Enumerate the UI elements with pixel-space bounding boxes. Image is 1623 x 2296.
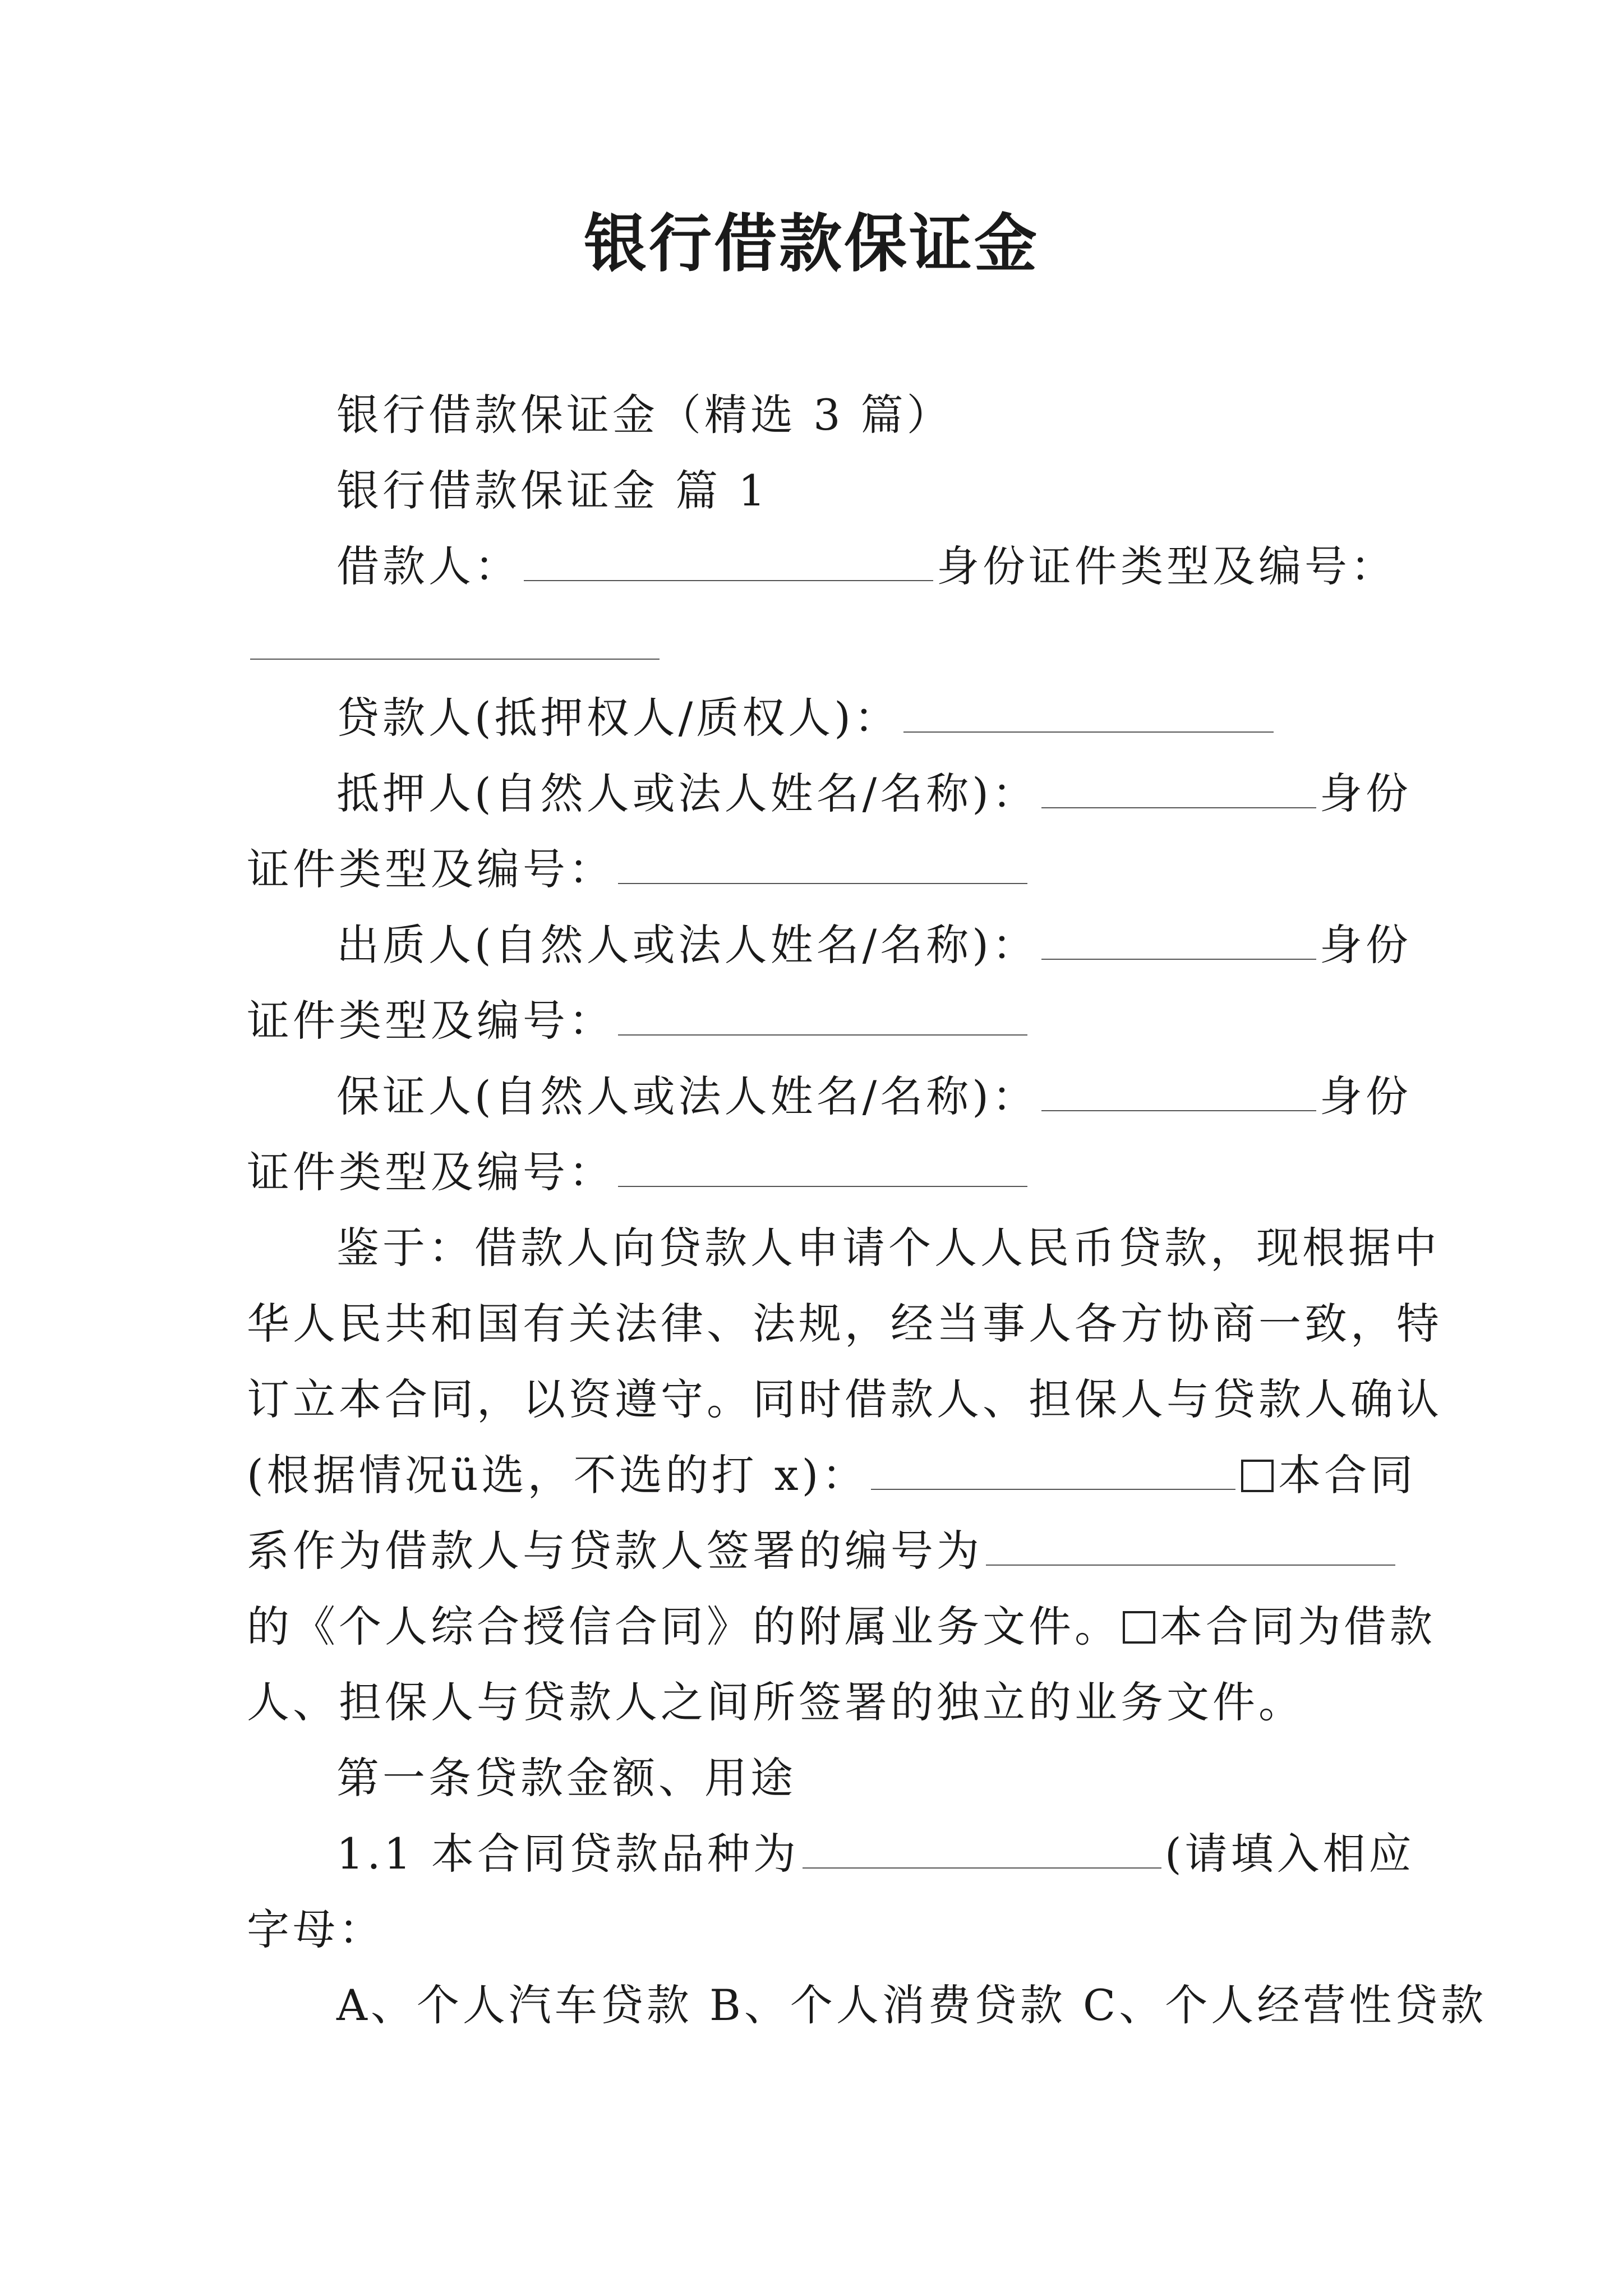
borrower-id-label: 身份证件类型及编号： [937, 541, 1396, 591]
pledgor-id-label-start: 身份 [1319, 920, 1412, 970]
attached-contract-text: 本合同 [1278, 1450, 1417, 1500]
recital-line-1: 鉴于：借款人向贷款人申请个人人民币贷款，现根据中 [336, 1223, 1440, 1273]
credit-contract-text: 的《个人综合授信合同》的附属业务文件。 [247, 1602, 1121, 1651]
pledgor-id-blank[interactable] [618, 1001, 1027, 1036]
mortgagor-id-label-start: 身份 [1319, 769, 1412, 818]
recital-line-5 [247, 1523, 1399, 1579]
mortgagor-line [336, 766, 1412, 822]
guarantor-id-label-start: 身份 [1319, 1071, 1412, 1121]
guarantor-label: 保证人(自然人或法人姓名/名称)： [336, 1071, 1038, 1121]
guarantor-id-line [247, 1144, 1031, 1200]
borrower-name-blank[interactable] [524, 546, 933, 581]
lender-line [336, 690, 1277, 746]
article-1-heading: 第一条贷款金额、用途 [336, 1753, 796, 1803]
loan-type-label: 1.1 本合同贷款品种为 [336, 1829, 800, 1879]
borrower-label: 借款人： [336, 541, 520, 591]
contract-number-label: 系作为借款人与贷款人签署的编号为 [247, 1526, 983, 1576]
section-heading [336, 463, 769, 519]
recital-line-3: 订立本合同，以资遵守。同时借款人、担保人与贷款人确认 [247, 1374, 1442, 1424]
document-title: 银行借款保证金 [584, 207, 1039, 280]
mortgagor-id-label: 证件类型及编号： [247, 844, 615, 894]
guarantor-name-blank[interactable] [1041, 1076, 1316, 1111]
selection-note: (根据情况ü选，不选的打 x)： [247, 1450, 868, 1500]
recital-line-7: 人、担保人与贷款人之间所签署的独立的业务文件。 [247, 1677, 1304, 1727]
checkbox-independent-contract[interactable] [1123, 1611, 1155, 1644]
section-heading-text: 银行借款保证金 篇 1 [336, 466, 769, 516]
guarantor-line [336, 1069, 1412, 1125]
pledgor-line [336, 917, 1412, 973]
checkbox-attached-contract[interactable] [1241, 1460, 1274, 1492]
loan-type-blank[interactable] [803, 1834, 1161, 1869]
contract-number-blank[interactable] [986, 1531, 1395, 1566]
lender-label: 贷款人(抵押权人/质权人)： [336, 693, 900, 743]
recital-line-6 [247, 1599, 1436, 1655]
mortgagor-name-blank[interactable] [1041, 774, 1316, 808]
borrower-id-blank[interactable] [250, 625, 660, 660]
selection-blank[interactable] [871, 1455, 1235, 1490]
loan-type-options: A、个人汽车贷款 B、个人消费贷款 C、个人经营性贷款 [336, 1980, 1487, 2030]
pledgor-label: 出质人(自然人或法人姓名/名称)： [336, 920, 1038, 970]
recital-line-2: 华人民共和国有关法律、法规，经当事人各方协商一致，特 [247, 1299, 1442, 1349]
subtitle-text: 银行借款保证金（精选 3 篇） [336, 390, 953, 440]
pledgor-name-blank[interactable] [1041, 925, 1316, 960]
subtitle-line [336, 387, 953, 443]
loan-type-instruction: (请填入相应 [1165, 1829, 1415, 1879]
pledgor-id-label: 证件类型及编号： [247, 996, 615, 1046]
independent-contract-text: 本合同为借款 [1160, 1602, 1436, 1651]
lender-blank[interactable] [903, 698, 1274, 733]
guarantor-id-label: 证件类型及编号： [247, 1147, 615, 1197]
pledgor-id-line [247, 993, 1031, 1049]
mortgagor-id-blank[interactable] [618, 849, 1027, 884]
borrower-id-line [247, 617, 663, 673]
clause-1-1-cont: 字母： [247, 1904, 385, 1954]
mortgagor-id-line [247, 841, 1031, 898]
guarantor-id-blank[interactable] [618, 1152, 1027, 1187]
mortgagor-label: 抵押人(自然人或法人姓名/名称)： [336, 769, 1038, 818]
borrower-line [336, 539, 1396, 595]
recital-line-4 [247, 1447, 1416, 1503]
clause-1-1-line [336, 1826, 1415, 1882]
